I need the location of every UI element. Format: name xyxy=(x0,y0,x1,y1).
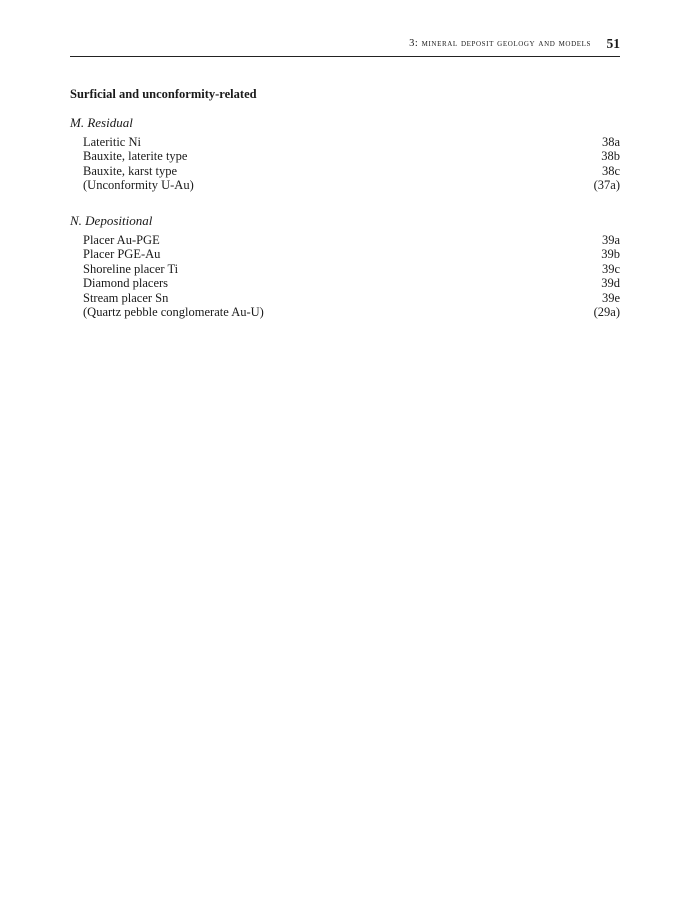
group-residual xyxy=(70,115,620,193)
group-heading-depositional: N. Depositional xyxy=(70,213,153,228)
list-item xyxy=(70,149,620,163)
model-code: 38b xyxy=(601,149,620,164)
deposit-name: Shoreline placer Ti xyxy=(83,261,179,276)
entry-list-depositional xyxy=(70,233,620,319)
model-code: 39c xyxy=(601,261,620,276)
list-item xyxy=(70,291,620,305)
model-code: (37a) xyxy=(593,178,620,193)
deposit-name: Stream placer Sn xyxy=(83,290,169,305)
list-item xyxy=(70,247,620,261)
list-item xyxy=(70,262,620,276)
running-title: 3: mineral deposit geology and models xyxy=(409,38,591,49)
deposit-name: Diamond placers xyxy=(83,276,169,291)
group-heading-residual: M. Residual xyxy=(70,115,133,130)
deposit-name: Lateritic Ni xyxy=(83,135,141,149)
model-code: 39b xyxy=(601,247,620,262)
deposit-name: Bauxite, laterite type xyxy=(83,149,188,164)
page-number: 51 xyxy=(606,36,620,51)
deposit-name: (Quartz pebble conglomerate Au-U) xyxy=(83,304,264,319)
running-head xyxy=(70,36,620,57)
list-item xyxy=(70,178,620,192)
list-item xyxy=(70,164,620,178)
model-code: 39a xyxy=(601,233,620,247)
model-code: 39d xyxy=(601,276,620,291)
list-item xyxy=(70,233,620,247)
deposit-name: Placer Au-PGE xyxy=(83,233,160,247)
section-heading: Surficial and unconformity-related xyxy=(70,87,257,101)
deposit-name: (Unconformity U-Au) xyxy=(83,178,194,193)
list-item xyxy=(70,135,620,149)
group-depositional xyxy=(70,213,620,319)
deposit-name: Placer PGE-Au xyxy=(83,247,161,262)
deposit-name: Bauxite, karst type xyxy=(83,163,178,178)
model-code: 38a xyxy=(601,135,620,149)
model-code: 38c xyxy=(601,163,620,178)
list-item xyxy=(70,305,620,319)
model-code: (29a) xyxy=(593,304,620,319)
entry-list-residual xyxy=(70,135,620,193)
list-item xyxy=(70,276,620,290)
model-code: 39e xyxy=(601,290,620,305)
